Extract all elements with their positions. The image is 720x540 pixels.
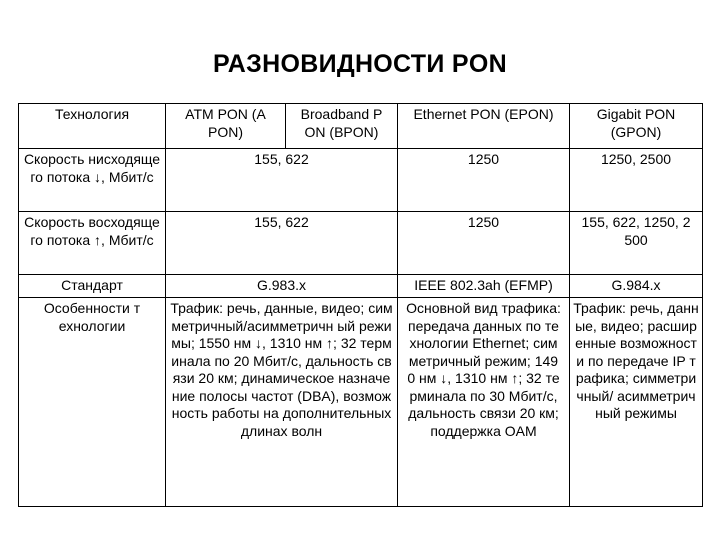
row-label-technology: Технология xyxy=(19,104,166,149)
cell-standard-apon-bpon: G.983.x xyxy=(166,275,398,298)
col-header-epon: Ethernet PON (EPON) xyxy=(398,104,570,149)
row-label-upstream: Скорость восходящего потока ↑, Мбит/с xyxy=(19,212,166,275)
cell-features-gpon: Трафик: речь, данные, видео; расширенные возможности по передаче IP трафика; симметричный/ асимметричный режимы xyxy=(570,298,703,507)
pon-comparison-table xyxy=(18,103,703,507)
table-row-upstream xyxy=(19,212,703,275)
col-header-apon: ATM PON (APON) xyxy=(166,104,286,149)
cell-standard-epon: IEEE 802.3ah (EFMP) xyxy=(398,275,570,298)
cell-downstream-epon: 1250 xyxy=(398,149,570,212)
cell-upstream-gpon: 155, 622, 1250, 2500 xyxy=(570,212,703,275)
cell-features-apon-bpon: Трафик: речь, данные, видео; симметричный/асимметричн ый режимы; 1550 нм ↓, 1310 нм ↑; 32 терминала по 20 Мбит/с, дальность связи 20 км; динамическое назначение полосы частот (DBA), возможность работы на дополнительных длинах волн xyxy=(166,298,398,507)
col-header-bpon: Broadband PON (BPON) xyxy=(286,104,398,149)
cell-downstream-gpon: 1250, 2500 xyxy=(570,149,703,212)
row-label-features: Особенности технологии xyxy=(19,298,166,507)
table-row-downstream xyxy=(19,149,703,212)
cell-standard-gpon: G.984.x xyxy=(570,275,703,298)
cell-downstream-apon-bpon: 155, 622 xyxy=(166,149,398,212)
page-title: РАЗНОВИДНОСТИ PON xyxy=(213,50,507,78)
table-row-standard xyxy=(19,275,703,298)
table-row-features xyxy=(19,298,703,507)
row-label-standard: Стандарт xyxy=(19,275,166,298)
cell-upstream-epon: 1250 xyxy=(398,212,570,275)
cell-features-epon: Основной вид трафика: передача данных по технологии Ethernet; симметричный режим; 1490 нм ↓, 1310 нм ↑; 32 терминала по 30 Мбит/с, дальность связи 20 км; поддержка OAM xyxy=(398,298,570,507)
cell-upstream-apon-bpon: 155, 622 xyxy=(166,212,398,275)
col-header-gpon: Gigabit PON (GPON) xyxy=(570,104,703,149)
row-label-downstream: Скорость нисходящего потока ↓, Мбит/с xyxy=(19,149,166,212)
table-row-header xyxy=(19,104,703,149)
